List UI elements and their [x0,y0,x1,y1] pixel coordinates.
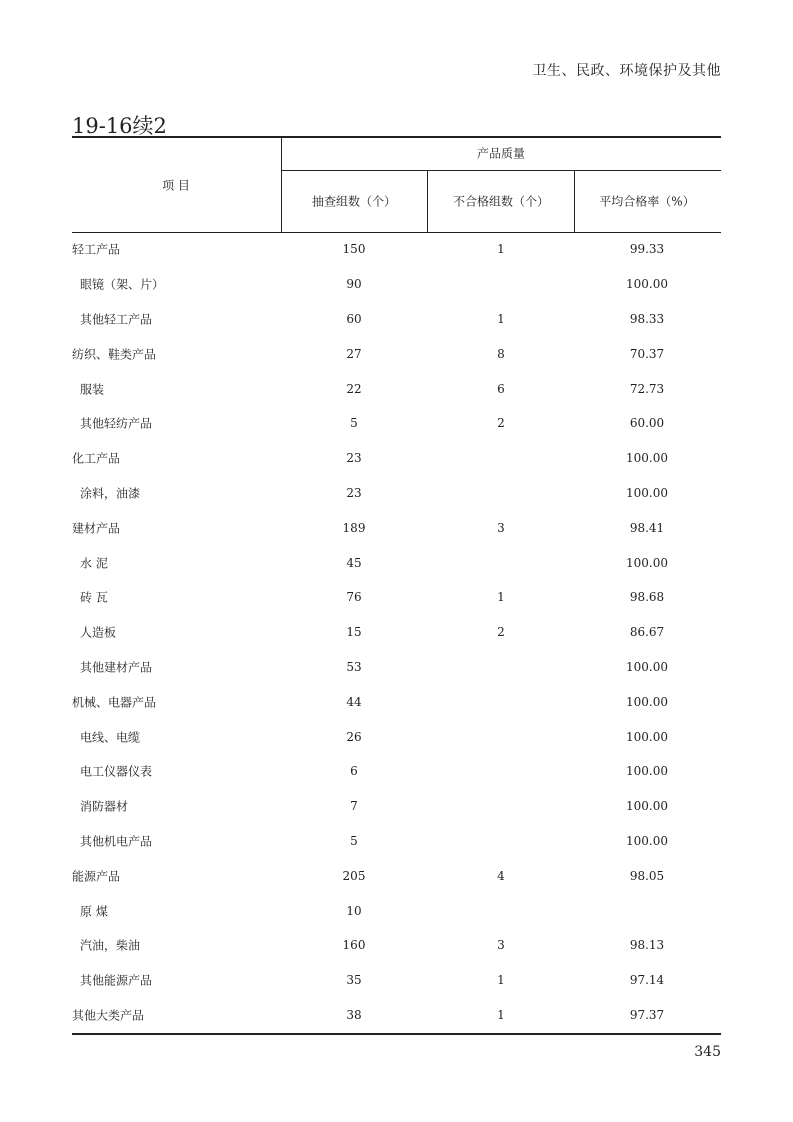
sampled-cell: 23 [346,451,362,466]
row-label: 轻工产品 [72,242,121,257]
rate-cell: 98.33 [629,311,665,326]
table-row [72,893,721,928]
failed-cell: 1 [497,242,505,257]
table-row [72,650,721,685]
sampled-cell: 26 [346,729,362,744]
table-row [72,963,721,998]
table-row [72,476,721,511]
rate-cell: 97.37 [629,1007,665,1022]
rate-cell: 60.00 [629,416,665,431]
rate-cell: 98.41 [629,520,665,535]
table-title: 19-16续2 [72,114,167,138]
sampled-cell: 5 [350,416,358,431]
failed-cell: 1 [497,311,505,326]
header-divider-1 [281,137,282,232]
table-row [72,510,721,545]
sampled-cell: 38 [346,1007,362,1022]
table-row [72,406,721,441]
header-divider-3 [574,171,575,232]
header-group-rule [281,170,721,171]
rate-cell: 100.00 [626,799,668,814]
sampled-cell: 205 [342,868,366,883]
rate-cell: 100.00 [626,764,668,779]
row-label: 能源产品 [72,869,121,884]
rate-cell: 70.37 [629,346,665,361]
failed-cell: 8 [497,346,505,361]
sampled-cell: 44 [346,694,362,709]
row-label: 电工仪器仪表 [80,764,153,779]
row-label: 汽油，柴油 [80,938,141,953]
table-bottom-rule [72,1033,721,1035]
row-label: 人造板 [80,625,117,640]
table-row [72,824,721,859]
row-label: 原 煤 [80,904,108,919]
rate-cell: 100.00 [626,485,668,500]
rate-cell: 86.67 [629,625,665,640]
rate-cell: 100.00 [626,451,668,466]
row-label: 电线、电缆 [80,730,141,745]
header-rate: 平均合格率（%） [599,194,695,209]
row-label: 消防器材 [80,799,129,814]
header-divider-2 [427,171,428,232]
sampled-cell: 150 [342,242,366,257]
table-row [72,441,721,476]
sampled-cell: 45 [346,555,362,570]
rate-cell: 72.73 [629,381,665,396]
rate-cell: 100.00 [626,277,668,292]
table-row [72,580,721,615]
table-row [72,998,721,1033]
row-label: 砖 瓦 [80,590,108,605]
rate-cell: 99.33 [629,242,665,257]
row-label: 化工产品 [72,451,121,466]
rate-cell: 100.00 [626,833,668,848]
failed-cell: 1 [497,590,505,605]
table-row [72,371,721,406]
row-label: 其他建材产品 [80,660,153,675]
rate-cell: 100.00 [626,694,668,709]
page-number: 345 [694,1044,721,1060]
row-label: 纺织、鞋类产品 [72,347,157,362]
failed-cell: 3 [497,938,505,953]
failed-cell: 1 [497,973,505,988]
sampled-cell: 27 [346,346,362,361]
header-sampled: 抽查组数（个） [311,194,397,209]
rate-cell: 98.05 [629,868,665,883]
table-row [72,684,721,719]
table-row [72,754,721,789]
row-label: 其他大类产品 [72,1008,145,1023]
running-head: 卫生、民政、环境保护及其他 [532,63,721,79]
table-row [72,789,721,824]
table-row [72,615,721,650]
sampled-cell: 7 [350,799,358,814]
row-label: 其他轻纺产品 [80,416,153,431]
failed-cell: 3 [497,520,505,535]
sampled-cell: 23 [346,485,362,500]
rate-cell: 98.13 [629,938,665,953]
table-row [72,302,721,337]
failed-cell: 1 [497,1007,505,1022]
sampled-cell: 160 [342,938,366,953]
sampled-cell: 90 [346,277,362,292]
row-label: 眼镜（架、片） [80,277,165,292]
sampled-cell: 60 [346,311,362,326]
row-label: 水 泥 [80,556,108,571]
sampled-cell: 76 [346,590,362,605]
failed-cell: 2 [497,416,505,431]
table-row [72,719,721,754]
sampled-cell: 10 [346,903,362,918]
failed-cell: 6 [497,381,505,396]
sampled-cell: 6 [350,764,358,779]
sampled-cell: 35 [346,973,362,988]
table-row [72,232,721,267]
row-label: 其他机电产品 [80,834,153,849]
row-label: 其他能源产品 [80,973,153,988]
table-top-rule [72,136,721,138]
rate-cell: 100.00 [626,729,668,744]
row-label: 建材产品 [72,521,121,536]
rate-cell: 98.68 [629,590,665,605]
header-failed: 不合格组数（个） [452,194,550,209]
row-label: 其他轻工产品 [80,312,153,327]
sampled-cell: 22 [346,381,362,396]
failed-cell: 4 [497,868,505,883]
header-item: 项 目 [162,178,190,193]
sampled-cell: 53 [346,659,362,674]
failed-cell: 2 [497,625,505,640]
sampled-cell: 15 [346,625,362,640]
sampled-cell: 189 [342,520,366,535]
rate-cell: 100.00 [626,555,668,570]
row-label: 服装 [80,382,105,397]
row-label: 机械、电器产品 [72,695,157,710]
header-group: 产品质量 [476,146,526,161]
table-row [72,267,721,302]
table-row [72,336,721,371]
rate-cell: 100.00 [626,659,668,674]
rate-cell: 97.14 [629,973,665,988]
table-row [72,928,721,963]
table-row [72,545,721,580]
row-label: 涂料，油漆 [80,486,141,501]
table-row [72,858,721,893]
sampled-cell: 5 [350,833,358,848]
